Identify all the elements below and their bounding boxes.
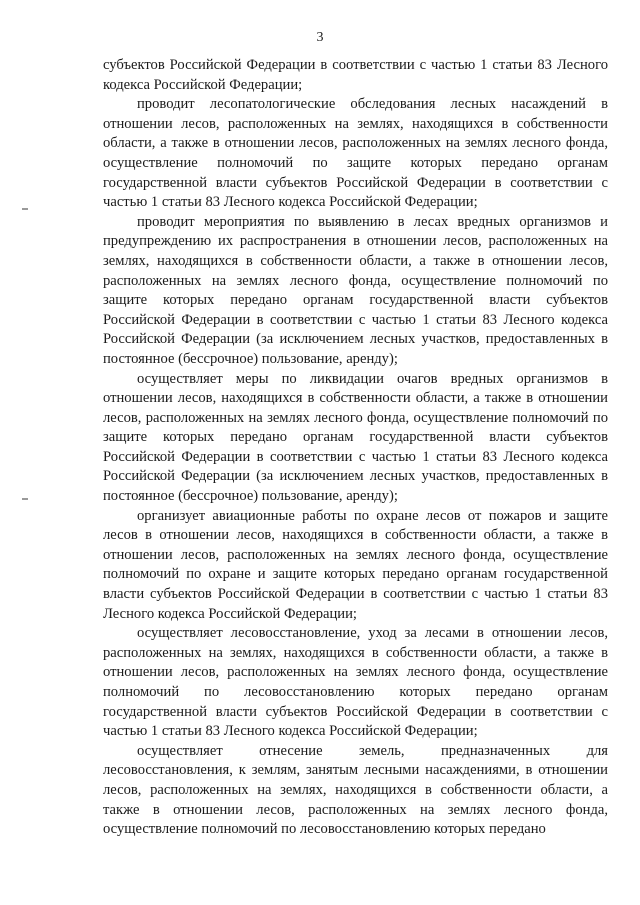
paragraph-lesopatology-surveys: проводит лесопатологические обследования лесных насаждений в отношении лесов, расположенных на землях, находящихся в собственности области, а также в отношении лесов, расположенных на землях лесного фонда, осуществление полномочий по защите которых передано органам государственной власти субъектов Российской Федерации в соответствии с частью 1 статьи 83 Лесного кодекса Российской Федерации; — [103, 96, 608, 211]
paragraph-aviation-works: организует авиационные работы по охране лесов от пожаров и защите лесов в отношении лесов, находящихся в собственности области, а также в отношении лесов, расположенных на землях лесного фонда, осуществление полномочий по охране и защите которых передано органам государственной власти субъектов Российской Федерации в соответствии с частью 1 статьи 83 Лесного кодекса Российской Федерации; — [103, 507, 608, 622]
paragraph-reforestation: осуществляет лесовосстановление, уход за лесами в отношении лесов, расположенных на землях, находящихся в собственности области, а также в отношении лесов, расположенных на землях лесного фонда, осуществление полномочий по лесовосстановлению которых передано органам государственной власти субъектов Российской Федерации в соответствии с частью 1 статьи 83 Лесного кодекса Российской Федерации; — [103, 625, 608, 740]
margin-mark — [22, 498, 28, 500]
paragraph-land-classification: осуществляет отнесение земель, предназначенных для лесовосстановления, к землям, занятым лесными насаждениями, в отношении лесов, расположенных на землях, находящихся в собственности области, а также в отношении лесов, расположенных на землях лесного фонда, осуществление полномочий по лесовосстановлению которых передано — [103, 742, 608, 838]
margin-mark — [22, 208, 28, 210]
body-text — [103, 56, 608, 840]
paragraph-pest-elimination: осуществляет меры по ликвидации очагов вредных организмов в отношении лесов, находящихся в собственности области, а также в отношении лесов, расположенных на землях лесного фонда, осуществление полномочий по защите которых передано органам государственной власти субъектов Российской Федерации в соответствии с частью 1 статьи 83 Лесного кодекса Российской Федерации (за исключением лесных участков, предоставленных в постоянное (бессрочное) пользование, аренду); — [103, 370, 608, 505]
page-number: 3 — [316, 30, 324, 45]
paragraph-pest-detection: проводит мероприятия по выявлению в лесах вредных организмов и предупреждению их распространения в отношении лесов, расположенных на землях, находящихся в собственности области, а также в отношении лесов, расположенных на землях лесного фонда, осуществление полномочий по защите которых передано органам государственной власти субъектов Российской Федерации в соответствии с частью 1 статьи 83 Лесного кодекса Российской Федерации (за исключением лесных участков, предоставленных в постоянное (бессрочное) пользование, аренду); — [103, 213, 608, 367]
paragraph-continuation: субъектов Российской Федерации в соответствии с частью 1 статьи 83 Лесного кодекса Российской Федерации; — [103, 57, 608, 93]
